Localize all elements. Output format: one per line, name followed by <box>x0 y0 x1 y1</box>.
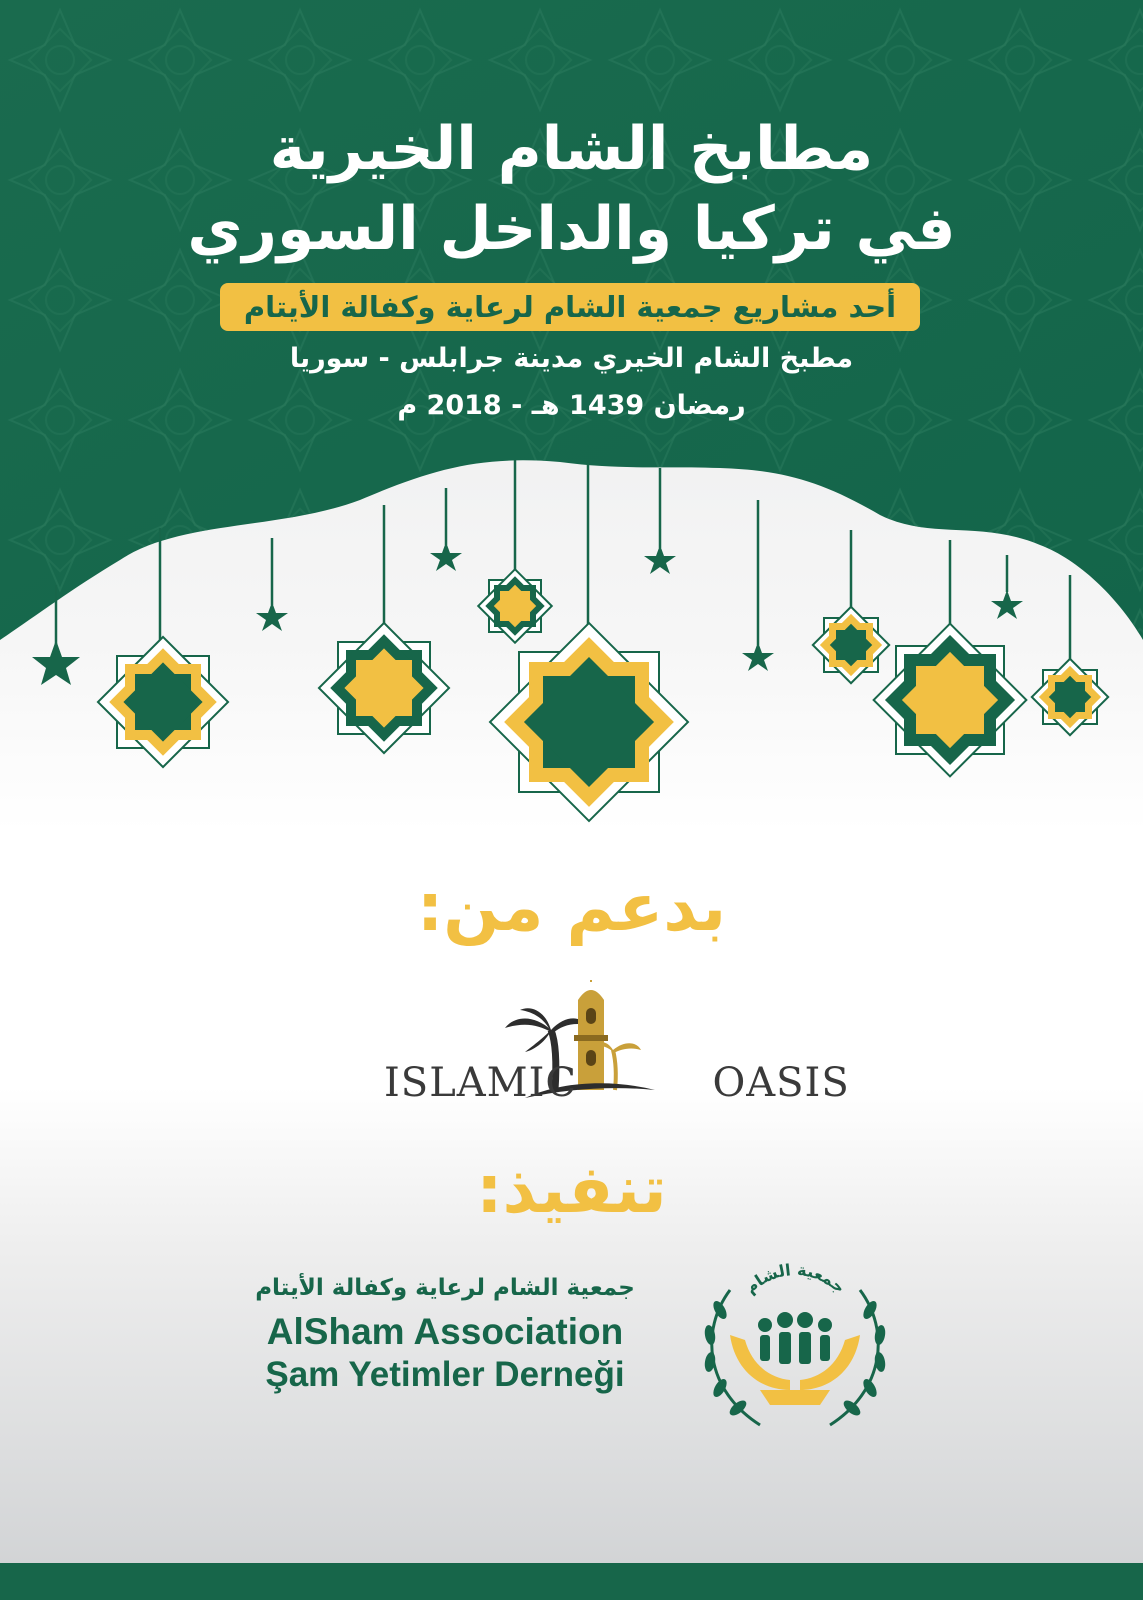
execution-heading: تنفيذ: <box>476 1151 667 1228</box>
lantern-icon-3 <box>478 569 552 643</box>
star-icon-4 <box>644 545 676 574</box>
lantern-icon-1 <box>98 637 228 767</box>
org-name-english: AlSham Association <box>266 1311 624 1352</box>
sponsor-name <box>384 1060 850 1106</box>
footer-bar <box>0 1563 1143 1600</box>
page-title-line-1: مطابخ الشام الخيرية <box>269 114 874 184</box>
kitchen-location-text: مطبخ الشام الخيري مدينة جرابلس - سوريا <box>289 343 854 374</box>
org-name-arabic: جمعية الشام لرعاية وكفالة الأيتام <box>255 1275 635 1301</box>
alsham-association-logo <box>690 1240 900 1450</box>
lantern-icon-2 <box>319 623 449 753</box>
executing-organization <box>230 1275 660 1395</box>
star-icon-1 <box>32 640 80 685</box>
date-text: رمضان 1439 هـ - 2018 م <box>397 390 746 421</box>
star-icon-5 <box>742 642 774 671</box>
sponsor-name-part2: OASIS <box>712 1060 850 1106</box>
page-title-line-2: في تركيا والداخل السوري <box>187 194 956 264</box>
star-icon-2 <box>256 602 288 631</box>
star-icon-6 <box>991 590 1023 619</box>
support-heading: بدعم من: <box>416 869 727 946</box>
subtitle-banner: أحد مشاريع جمعية الشام لرعاية وكفالة الأيتام <box>220 283 920 331</box>
lantern-icon-4 <box>490 623 688 821</box>
star-icon-3 <box>430 542 462 571</box>
org-name-turkish: Şam Yetimler Derneği <box>265 1355 625 1394</box>
lantern-icon-6 <box>874 624 1027 777</box>
logo-arc-text: جمعية الشام <box>740 1260 850 1298</box>
sponsor-name-part1: ISLAMIC <box>384 1060 578 1106</box>
lantern-icon-5 <box>813 607 889 683</box>
lantern-icon-7 <box>1032 659 1108 735</box>
svg-text:جمعية الشام <box>741 1260 849 1297</box>
